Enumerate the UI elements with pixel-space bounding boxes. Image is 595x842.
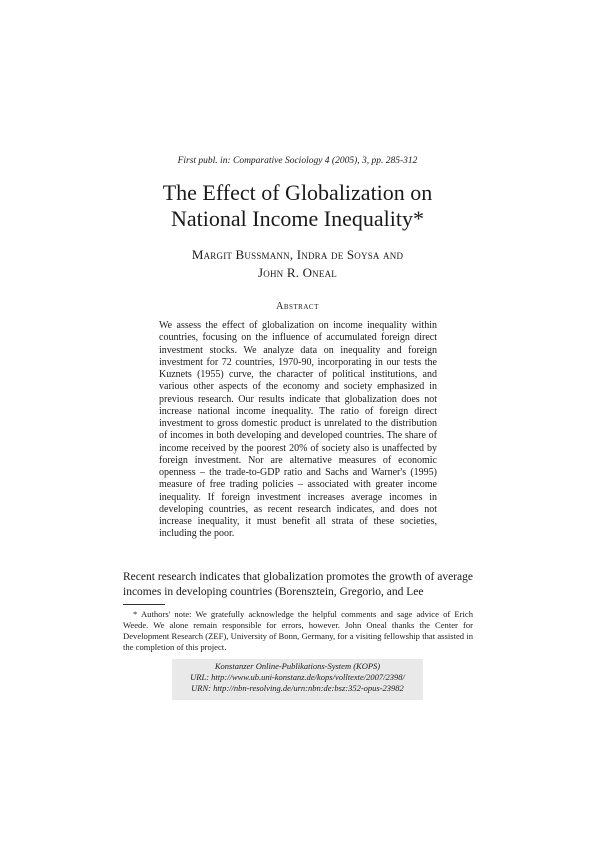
- title-line-2: National Income Inequality*: [171, 206, 424, 231]
- body-paragraph: Recent research indicates that globalization promotes the growth of average incomes in developing countries (Borensztein, Gregorio, and Lee: [123, 571, 473, 598]
- authors-line-2: John R. Oneal: [258, 265, 337, 280]
- repository-citation-box: [172, 659, 423, 700]
- authors-note-footnote: * Authors' note: We gratefully acknowledge the helpful comments and sage advice of Erich Weede. We alone remain responsible for errors, however. John Oneal thanks the Center for Development Research (ZEF), University of Bonn, Germany, for a visiting fellowship that assisted in the completion of this project.: [123, 609, 473, 652]
- publication-note: First publ. in: Comparative Sociology 4 (2005), 3, pp. 285-312: [177, 156, 418, 166]
- article-title: [0, 180, 595, 232]
- abstract-heading: Abstract: [276, 301, 319, 312]
- title-line-1: The Effect of Globalization on: [162, 180, 433, 205]
- authors-line-1: Margit Bussmann, Indra de Soysa and: [191, 247, 404, 262]
- footnote-divider: [123, 604, 165, 605]
- abstract-text: We assess the effect of globalization on income inequality within countries, focusing on the influence of accumulated foreign direct investment stocks. We analyze data on inequality and foreign investment for 72 countries, 1970-90, incorporating in our tests the Kuznets (1955) curve, the character of political institutions, and various other aspects of the economy and society emphasized in previous research. Our results indicate that globalization does not increase national income inequality. The ratio of foreign direct investment to gross domestic product is unrelated to the distribution of incomes in both developing and developed countries. The share of income received by the poorest 20% of society also is unaffected by foreign investment. Nor are alternative measures of economic openness – the trade-to-GDP ratio and Sachs and Warner's (1995) measure of free trading policies – associated with greater income inequality. If foreign investment increases average incomes in developing countries, as recent research indicates, and does not increase inequality, it must benefit all strata of these societies, including the poor.: [159, 320, 437, 540]
- repository-url[interactable]: URL: http://www.ub.uni-konstanz.de/kops/volltexte/2007/2398/: [190, 671, 405, 682]
- repository-urn[interactable]: URN: http://nbn-resolving.de/urn:nbn:de:bsz:352-opus-23982: [191, 682, 404, 693]
- author-list: [0, 246, 595, 282]
- repository-name: Konstanzer Online-Publikations-System (KOPS): [214, 661, 381, 671]
